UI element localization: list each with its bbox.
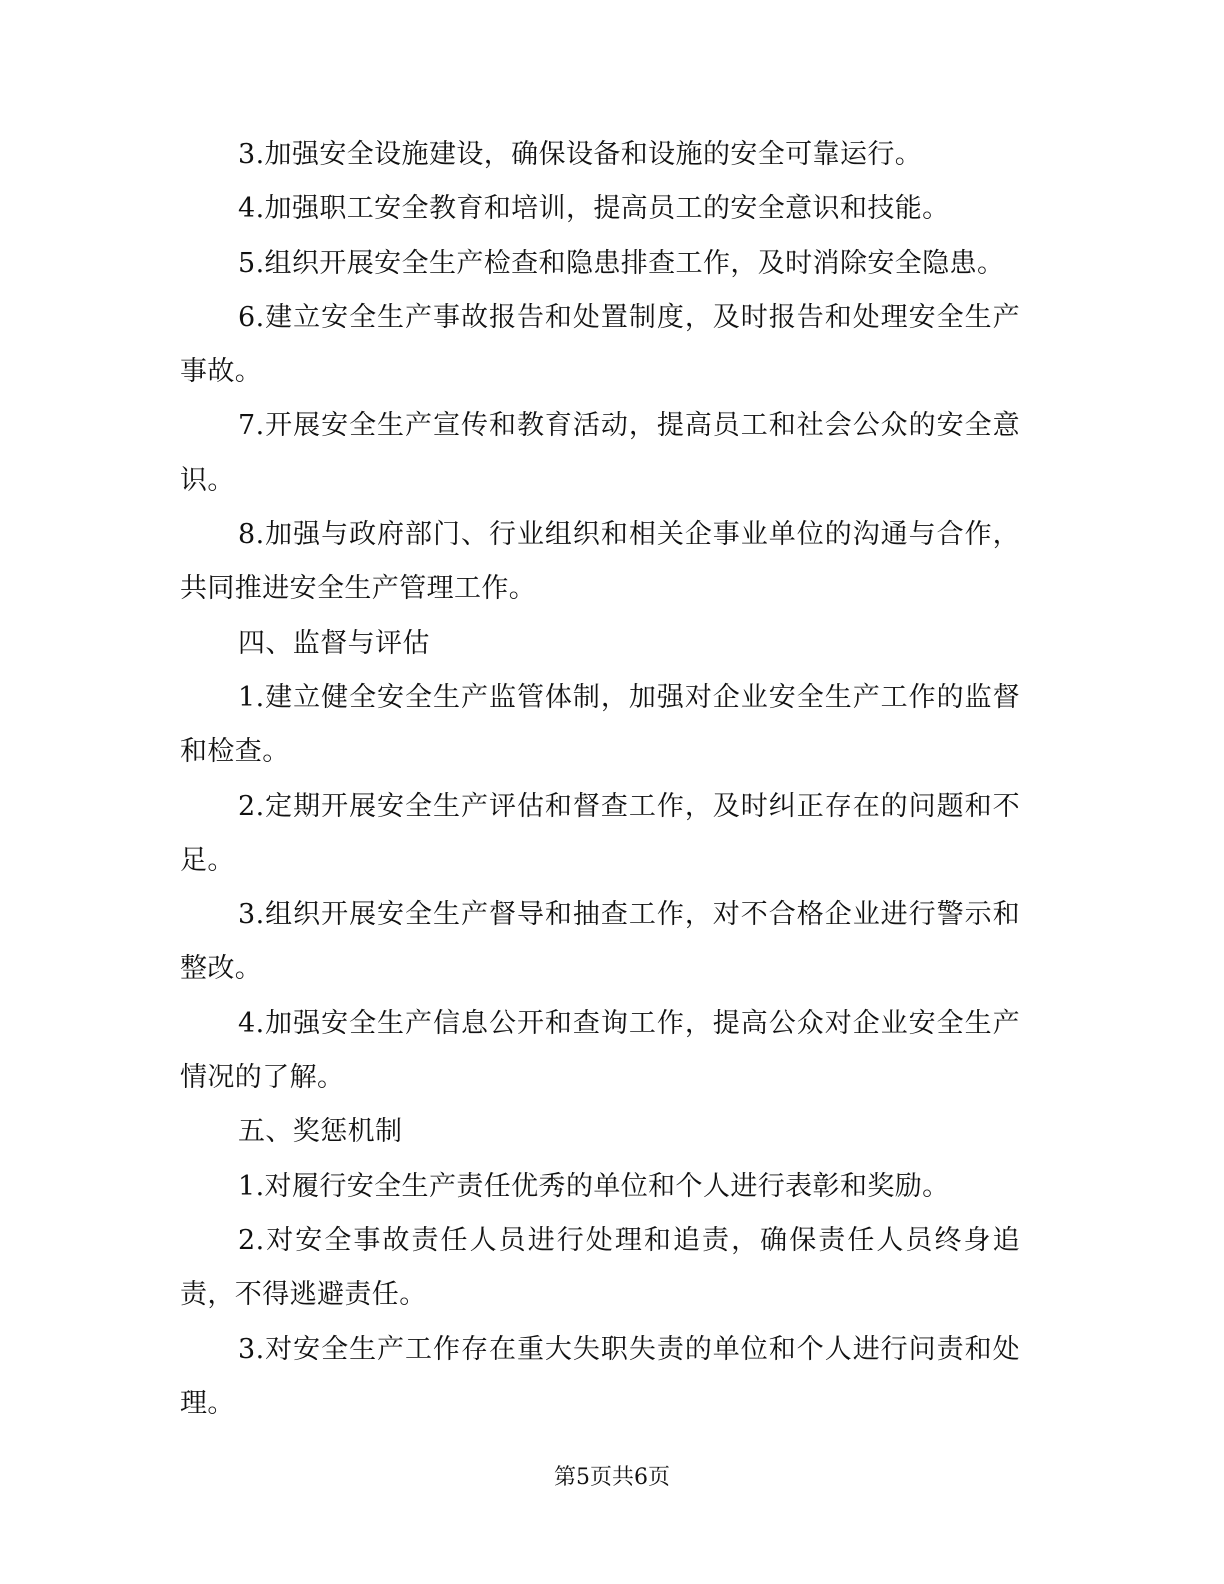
paragraph-supervision-1: 1.建立健全安全生产监管体制，加强对企业安全生产工作的监督和检查。	[180, 681, 1020, 768]
section-heading-rewards: 五、奖惩机制	[238, 1116, 403, 1148]
paragraph-item-3-facilities: 3.加强安全设施建设，确保设备和设施的安全可靠运行。	[238, 139, 923, 170]
paragraph-supervision-3: 3.组织开展安全生产督导和抽查工作，对不合格企业进行警示和整改。	[180, 899, 1020, 985]
paragraph-item-4-training: 4.加强职工安全教育和培训，提高员工的安全意识和技能。	[238, 193, 950, 225]
paragraph-supervision-4: 4.加强安全生产信息公开和查询工作，提高公众对企业安全生产情况的了解。	[180, 1007, 1020, 1094]
section-heading-supervision: 四、监督与评估	[238, 627, 430, 659]
page-number-footer: 第5页共6页	[554, 1465, 670, 1490]
paragraph-supervision-2: 2.定期开展安全生产评估和督查工作，及时纠正存在的问题和不足。	[180, 790, 1020, 876]
paragraph-rewards-3: 3.对安全生产工作存在重大失职失责的单位和个人进行问责和处理。	[180, 1333, 1020, 1419]
paragraph-item-6-accident-report: 6.建立安全生产事故报告和处置制度，及时报告和处理安全生产事故。	[180, 301, 1020, 388]
paragraph-item-8-cooperation: 8.加强与政府部门、行业组织和相关企事业单位的沟通与合作，共同推进安全生产管理工作。	[180, 519, 1020, 605]
document-body	[180, 128, 1020, 1431]
paragraph-item-7-publicity: 7.开展安全生产宣传和教育活动，提高员工和社会公众的安全意识。	[180, 410, 1020, 496]
paragraph-item-5-inspection: 5.组织开展安全生产检查和隐患排查工作，及时消除安全隐患。	[238, 247, 1005, 279]
paragraph-rewards-2: 2.对安全事故责任人员进行处理和追责，确保责任人员终身追责，不得逃避责任。	[180, 1224, 1020, 1311]
paragraph-rewards-1: 1.对履行安全生产责任优秀的单位和个人进行表彰和奖励。	[238, 1170, 950, 1202]
